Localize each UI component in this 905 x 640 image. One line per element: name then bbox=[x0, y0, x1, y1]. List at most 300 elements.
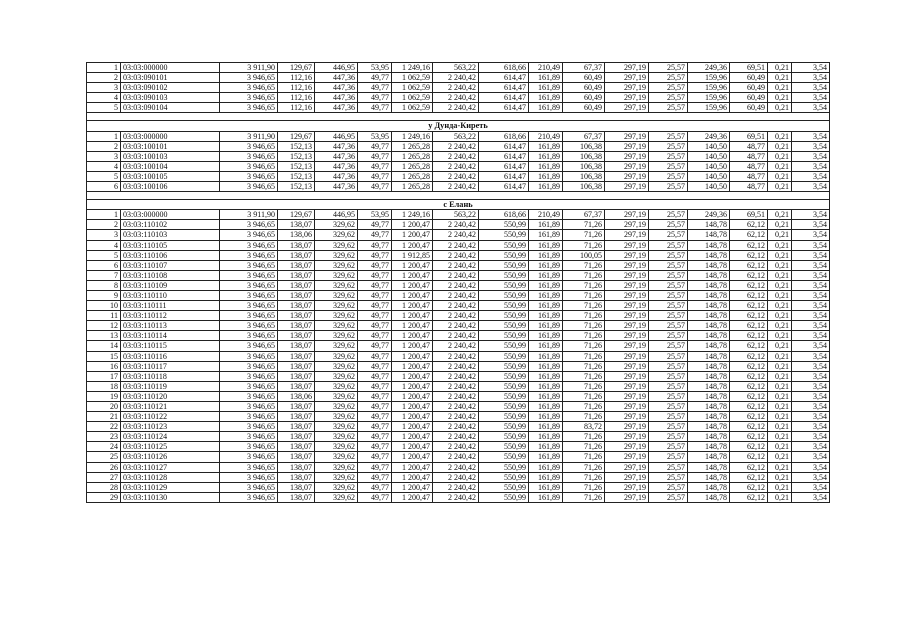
value-cell: 3,54 bbox=[792, 280, 830, 290]
value-cell: 550,99 bbox=[479, 331, 529, 341]
table-row bbox=[87, 402, 830, 412]
value-cell: 550,99 bbox=[479, 260, 529, 270]
value-cell: 71,26 bbox=[563, 321, 605, 331]
value-cell: 49,77 bbox=[358, 361, 392, 371]
value-cell: 138,07 bbox=[278, 371, 315, 381]
code-cell: 03:03:110126 bbox=[121, 452, 220, 462]
row-number-cell: 18 bbox=[87, 381, 121, 391]
row-number-cell: 13 bbox=[87, 331, 121, 341]
value-cell: 71,26 bbox=[563, 371, 605, 381]
value-cell: 2 240,42 bbox=[433, 371, 479, 381]
row-number-cell: 2 bbox=[87, 73, 121, 83]
value-cell: 25,57 bbox=[649, 131, 688, 141]
value-cell: 550,99 bbox=[479, 250, 529, 260]
value-cell: 161,89 bbox=[529, 381, 563, 391]
value-cell: 550,99 bbox=[479, 290, 529, 300]
value-cell: 25,57 bbox=[649, 422, 688, 432]
table-row bbox=[87, 361, 830, 371]
value-cell: 3 946,65 bbox=[220, 422, 278, 432]
table-row bbox=[87, 351, 830, 361]
value-cell: 0,21 bbox=[768, 83, 792, 93]
value-cell: 447,36 bbox=[315, 103, 358, 113]
value-cell: 161,89 bbox=[529, 220, 563, 230]
value-cell: 161,89 bbox=[529, 240, 563, 250]
value-cell: 60,49 bbox=[563, 93, 605, 103]
row-number-cell: 10 bbox=[87, 301, 121, 311]
value-cell: 446,95 bbox=[315, 131, 358, 141]
value-cell: 3 946,65 bbox=[220, 311, 278, 321]
value-cell: 3 946,65 bbox=[220, 141, 278, 151]
spacer-cell bbox=[87, 113, 830, 121]
value-cell: 49,77 bbox=[358, 432, 392, 442]
value-cell: 62,12 bbox=[730, 462, 768, 472]
value-cell: 3 911,90 bbox=[220, 63, 278, 73]
value-cell: 148,78 bbox=[688, 482, 730, 492]
value-cell: 138,07 bbox=[278, 422, 315, 432]
value-cell: 62,12 bbox=[730, 482, 768, 492]
value-cell: 329,62 bbox=[315, 321, 358, 331]
value-cell: 0,21 bbox=[768, 412, 792, 422]
value-cell: 297,19 bbox=[605, 230, 649, 240]
value-cell: 329,62 bbox=[315, 331, 358, 341]
value-cell: 138,07 bbox=[278, 331, 315, 341]
value-cell: 550,99 bbox=[479, 240, 529, 250]
value-cell: 49,77 bbox=[358, 371, 392, 381]
value-cell: 161,89 bbox=[529, 83, 563, 93]
value-cell: 112,16 bbox=[278, 73, 315, 83]
value-cell: 62,12 bbox=[730, 290, 768, 300]
value-cell: 0,21 bbox=[768, 182, 792, 192]
value-cell: 2 240,42 bbox=[433, 492, 479, 502]
table-row bbox=[87, 93, 830, 103]
value-cell: 3,54 bbox=[792, 311, 830, 321]
value-cell: 161,89 bbox=[529, 93, 563, 103]
value-cell: 138,07 bbox=[278, 321, 315, 331]
value-cell: 297,19 bbox=[605, 391, 649, 401]
value-cell: 2 240,42 bbox=[433, 341, 479, 351]
value-cell: 48,77 bbox=[730, 151, 768, 161]
value-cell: 60,49 bbox=[730, 83, 768, 93]
value-cell: 2 240,42 bbox=[433, 103, 479, 113]
value-cell: 161,89 bbox=[529, 371, 563, 381]
value-cell: 138,07 bbox=[278, 361, 315, 371]
value-cell: 3,54 bbox=[792, 391, 830, 401]
table-row bbox=[87, 250, 830, 260]
value-cell: 563,22 bbox=[433, 210, 479, 220]
table-row bbox=[87, 462, 830, 472]
value-cell: 62,12 bbox=[730, 220, 768, 230]
code-cell: 03:03:000000 bbox=[121, 63, 220, 73]
value-cell: 297,19 bbox=[605, 331, 649, 341]
value-cell: 3,54 bbox=[792, 472, 830, 482]
value-cell: 0,21 bbox=[768, 290, 792, 300]
value-cell: 49,77 bbox=[358, 250, 392, 260]
value-cell: 148,78 bbox=[688, 422, 730, 432]
row-number-cell: 4 bbox=[87, 93, 121, 103]
value-cell: 25,57 bbox=[649, 402, 688, 412]
section-title: с Елань bbox=[87, 200, 830, 210]
value-cell: 2 240,42 bbox=[433, 351, 479, 361]
value-cell: 297,19 bbox=[605, 311, 649, 321]
value-cell: 297,19 bbox=[605, 371, 649, 381]
value-cell: 148,78 bbox=[688, 280, 730, 290]
value-cell: 3 946,65 bbox=[220, 482, 278, 492]
value-cell: 3 946,65 bbox=[220, 381, 278, 391]
value-cell: 62,12 bbox=[730, 280, 768, 290]
value-cell: 2 240,42 bbox=[433, 260, 479, 270]
value-cell: 0,21 bbox=[768, 280, 792, 290]
section-spacer-row bbox=[87, 113, 830, 121]
value-cell: 3 946,65 bbox=[220, 240, 278, 250]
code-cell: 03:03:110123 bbox=[121, 422, 220, 432]
value-cell: 161,89 bbox=[529, 250, 563, 260]
value-cell: 2 240,42 bbox=[433, 472, 479, 482]
value-cell: 2 240,42 bbox=[433, 151, 479, 161]
value-cell: 1 062,59 bbox=[392, 73, 433, 83]
value-cell: 161,89 bbox=[529, 351, 563, 361]
table-row bbox=[87, 280, 830, 290]
table-row bbox=[87, 220, 830, 230]
value-cell: 140,50 bbox=[688, 182, 730, 192]
value-cell: 329,62 bbox=[315, 270, 358, 280]
code-cell: 03:03:110120 bbox=[121, 391, 220, 401]
value-cell: 0,21 bbox=[768, 462, 792, 472]
code-cell: 03:03:110111 bbox=[121, 301, 220, 311]
table-body bbox=[87, 63, 830, 503]
row-number-cell: 2 bbox=[87, 141, 121, 151]
value-cell: 550,99 bbox=[479, 351, 529, 361]
row-number-cell: 16 bbox=[87, 361, 121, 371]
value-cell: 297,19 bbox=[605, 103, 649, 113]
value-cell: 2 240,42 bbox=[433, 482, 479, 492]
value-cell: 0,21 bbox=[768, 220, 792, 230]
value-cell: 3,54 bbox=[792, 442, 830, 452]
value-cell: 49,77 bbox=[358, 462, 392, 472]
table-row bbox=[87, 321, 830, 331]
value-cell: 3,54 bbox=[792, 301, 830, 311]
value-cell: 148,78 bbox=[688, 290, 730, 300]
value-cell: 0,21 bbox=[768, 311, 792, 321]
value-cell: 1 200,47 bbox=[392, 240, 433, 250]
value-cell: 159,96 bbox=[688, 73, 730, 83]
value-cell: 3 946,65 bbox=[220, 250, 278, 260]
value-cell: 297,19 bbox=[605, 321, 649, 331]
row-number-cell: 20 bbox=[87, 402, 121, 412]
value-cell: 25,57 bbox=[649, 103, 688, 113]
row-number-cell: 25 bbox=[87, 452, 121, 462]
table-row bbox=[87, 301, 830, 311]
value-cell: 0,21 bbox=[768, 141, 792, 151]
row-number-cell: 1 bbox=[87, 131, 121, 141]
value-cell: 297,19 bbox=[605, 442, 649, 452]
value-cell: 25,57 bbox=[649, 462, 688, 472]
value-cell: 550,99 bbox=[479, 280, 529, 290]
value-cell: 2 240,42 bbox=[433, 311, 479, 321]
value-cell: 138,07 bbox=[278, 301, 315, 311]
value-cell: 138,07 bbox=[278, 311, 315, 321]
value-cell: 161,89 bbox=[529, 412, 563, 422]
row-number-cell: 17 bbox=[87, 371, 121, 381]
value-cell: 53,95 bbox=[358, 131, 392, 141]
value-cell: 161,89 bbox=[529, 151, 563, 161]
value-cell: 49,77 bbox=[358, 182, 392, 192]
table-row bbox=[87, 472, 830, 482]
value-cell: 2 240,42 bbox=[433, 422, 479, 432]
value-cell: 3,54 bbox=[792, 230, 830, 240]
value-cell: 210,49 bbox=[529, 63, 563, 73]
value-cell: 49,77 bbox=[358, 141, 392, 151]
code-cell: 03:03:090103 bbox=[121, 93, 220, 103]
value-cell: 329,62 bbox=[315, 220, 358, 230]
value-cell: 297,19 bbox=[605, 472, 649, 482]
code-cell: 03:03:110124 bbox=[121, 432, 220, 442]
value-cell: 49,77 bbox=[358, 103, 392, 113]
value-cell: 106,38 bbox=[563, 182, 605, 192]
value-cell: 329,62 bbox=[315, 311, 358, 321]
table-row bbox=[87, 240, 830, 250]
value-cell: 25,57 bbox=[649, 220, 688, 230]
value-cell: 138,07 bbox=[278, 250, 315, 260]
row-number-cell: 3 bbox=[87, 230, 121, 240]
table-row bbox=[87, 103, 830, 113]
value-cell: 1 200,47 bbox=[392, 230, 433, 240]
value-cell: 49,77 bbox=[358, 161, 392, 171]
value-cell: 3,54 bbox=[792, 260, 830, 270]
value-cell: 25,57 bbox=[649, 240, 688, 250]
value-cell: 49,77 bbox=[358, 230, 392, 240]
value-cell: 69,51 bbox=[730, 210, 768, 220]
value-cell: 3,54 bbox=[792, 182, 830, 192]
value-cell: 1 200,47 bbox=[392, 412, 433, 422]
value-cell: 3 946,65 bbox=[220, 171, 278, 181]
value-cell: 62,12 bbox=[730, 422, 768, 432]
value-cell: 148,78 bbox=[688, 381, 730, 391]
value-cell: 2 240,42 bbox=[433, 452, 479, 462]
value-cell: 1 200,47 bbox=[392, 321, 433, 331]
value-cell: 148,78 bbox=[688, 361, 730, 371]
value-cell: 3 946,65 bbox=[220, 371, 278, 381]
value-cell: 329,62 bbox=[315, 341, 358, 351]
value-cell: 0,21 bbox=[768, 442, 792, 452]
value-cell: 2 240,42 bbox=[433, 391, 479, 401]
value-cell: 148,78 bbox=[688, 341, 730, 351]
value-cell: 161,89 bbox=[529, 280, 563, 290]
value-cell: 60,49 bbox=[563, 83, 605, 93]
value-cell: 71,26 bbox=[563, 331, 605, 341]
value-cell: 297,19 bbox=[605, 351, 649, 361]
value-cell: 1 200,47 bbox=[392, 381, 433, 391]
value-cell: 25,57 bbox=[649, 371, 688, 381]
row-number-cell: 5 bbox=[87, 103, 121, 113]
value-cell: 3,54 bbox=[792, 341, 830, 351]
table-row bbox=[87, 270, 830, 280]
value-cell: 25,57 bbox=[649, 391, 688, 401]
value-cell: 71,26 bbox=[563, 240, 605, 250]
section-spacer-row bbox=[87, 192, 830, 200]
value-cell: 3,54 bbox=[792, 240, 830, 250]
value-cell: 446,95 bbox=[315, 210, 358, 220]
value-cell: 1 200,47 bbox=[392, 391, 433, 401]
value-cell: 3,54 bbox=[792, 161, 830, 171]
row-number-cell: 2 bbox=[87, 220, 121, 230]
code-cell: 03:03:110115 bbox=[121, 341, 220, 351]
code-cell: 03:03:110110 bbox=[121, 290, 220, 300]
value-cell: 329,62 bbox=[315, 371, 358, 381]
table-row bbox=[87, 171, 830, 181]
value-cell: 0,21 bbox=[768, 361, 792, 371]
value-cell: 3 946,65 bbox=[220, 341, 278, 351]
value-cell: 161,89 bbox=[529, 161, 563, 171]
value-cell: 62,12 bbox=[730, 412, 768, 422]
value-cell: 550,99 bbox=[479, 270, 529, 280]
value-cell: 71,26 bbox=[563, 442, 605, 452]
row-number-cell: 6 bbox=[87, 182, 121, 192]
value-cell: 25,57 bbox=[649, 351, 688, 361]
value-cell: 71,26 bbox=[563, 220, 605, 230]
value-cell: 2 240,42 bbox=[433, 331, 479, 341]
table-row bbox=[87, 182, 830, 192]
value-cell: 0,21 bbox=[768, 321, 792, 331]
table-row bbox=[87, 412, 830, 422]
value-cell: 1 200,47 bbox=[392, 280, 433, 290]
value-cell: 148,78 bbox=[688, 311, 730, 321]
value-cell: 49,77 bbox=[358, 402, 392, 412]
row-number-cell: 3 bbox=[87, 83, 121, 93]
value-cell: 25,57 bbox=[649, 93, 688, 103]
value-cell: 1 200,47 bbox=[392, 351, 433, 361]
value-cell: 148,78 bbox=[688, 442, 730, 452]
value-cell: 0,21 bbox=[768, 341, 792, 351]
value-cell: 138,07 bbox=[278, 402, 315, 412]
value-cell: 1 265,28 bbox=[392, 151, 433, 161]
value-cell: 48,77 bbox=[730, 171, 768, 181]
value-cell: 62,12 bbox=[730, 402, 768, 412]
value-cell: 297,19 bbox=[605, 93, 649, 103]
value-cell: 447,36 bbox=[315, 93, 358, 103]
value-cell: 2 240,42 bbox=[433, 171, 479, 181]
value-cell: 329,62 bbox=[315, 492, 358, 502]
value-cell: 329,62 bbox=[315, 402, 358, 412]
code-cell: 03:03:110125 bbox=[121, 442, 220, 452]
table-row bbox=[87, 452, 830, 462]
code-cell: 03:03:110118 bbox=[121, 371, 220, 381]
value-cell: 60,49 bbox=[563, 73, 605, 83]
value-cell: 0,21 bbox=[768, 492, 792, 502]
value-cell: 62,12 bbox=[730, 260, 768, 270]
value-cell: 0,21 bbox=[768, 391, 792, 401]
value-cell: 49,77 bbox=[358, 381, 392, 391]
value-cell: 25,57 bbox=[649, 161, 688, 171]
value-cell: 550,99 bbox=[479, 381, 529, 391]
value-cell: 161,89 bbox=[529, 171, 563, 181]
value-cell: 297,19 bbox=[605, 280, 649, 290]
row-number-cell: 26 bbox=[87, 462, 121, 472]
value-cell: 297,19 bbox=[605, 151, 649, 161]
value-cell: 1 265,28 bbox=[392, 182, 433, 192]
value-cell: 297,19 bbox=[605, 482, 649, 492]
value-cell: 614,47 bbox=[479, 93, 529, 103]
value-cell: 106,38 bbox=[563, 171, 605, 181]
value-cell: 1 200,47 bbox=[392, 311, 433, 321]
value-cell: 329,62 bbox=[315, 280, 358, 290]
value-cell: 447,36 bbox=[315, 161, 358, 171]
value-cell: 297,19 bbox=[605, 341, 649, 351]
value-cell: 25,57 bbox=[649, 141, 688, 151]
value-cell: 297,19 bbox=[605, 422, 649, 432]
section-title: у Дунда-Киреть bbox=[87, 121, 830, 131]
value-cell: 3,54 bbox=[792, 73, 830, 83]
row-number-cell: 12 bbox=[87, 321, 121, 331]
value-cell: 447,36 bbox=[315, 182, 358, 192]
value-cell: 3 946,65 bbox=[220, 391, 278, 401]
value-cell: 1 249,16 bbox=[392, 131, 433, 141]
value-cell: 1 200,47 bbox=[392, 482, 433, 492]
value-cell: 0,21 bbox=[768, 432, 792, 442]
code-cell: 03:03:110106 bbox=[121, 250, 220, 260]
value-cell: 49,77 bbox=[358, 83, 392, 93]
code-cell: 03:03:110107 bbox=[121, 260, 220, 270]
value-cell: 2 240,42 bbox=[433, 161, 479, 171]
row-number-cell: 11 bbox=[87, 311, 121, 321]
value-cell: 0,21 bbox=[768, 63, 792, 73]
row-number-cell: 29 bbox=[87, 492, 121, 502]
code-cell: 03:03:110109 bbox=[121, 280, 220, 290]
value-cell: 48,77 bbox=[730, 141, 768, 151]
value-cell: 2 240,42 bbox=[433, 220, 479, 230]
value-cell: 1 062,59 bbox=[392, 83, 433, 93]
value-cell: 0,21 bbox=[768, 351, 792, 361]
value-cell: 1 200,47 bbox=[392, 290, 433, 300]
value-cell: 62,12 bbox=[730, 492, 768, 502]
value-cell: 3,54 bbox=[792, 290, 830, 300]
value-cell: 2 240,42 bbox=[433, 270, 479, 280]
value-cell: 0,21 bbox=[768, 131, 792, 141]
value-cell: 2 240,42 bbox=[433, 240, 479, 250]
value-cell: 1 200,47 bbox=[392, 220, 433, 230]
value-cell: 71,26 bbox=[563, 492, 605, 502]
value-cell: 161,89 bbox=[529, 492, 563, 502]
code-cell: 03:03:110117 bbox=[121, 361, 220, 371]
value-cell: 138,07 bbox=[278, 432, 315, 442]
value-cell: 3,54 bbox=[792, 131, 830, 141]
value-cell: 161,89 bbox=[529, 73, 563, 83]
value-cell: 71,26 bbox=[563, 402, 605, 412]
value-cell: 69,51 bbox=[730, 63, 768, 73]
value-cell: 0,21 bbox=[768, 210, 792, 220]
value-cell: 297,19 bbox=[605, 73, 649, 83]
code-cell: 03:03:110103 bbox=[121, 230, 220, 240]
value-cell: 71,26 bbox=[563, 280, 605, 290]
value-cell: 3 946,65 bbox=[220, 290, 278, 300]
value-cell: 148,78 bbox=[688, 492, 730, 502]
value-cell: 1 249,16 bbox=[392, 210, 433, 220]
value-cell: 2 240,42 bbox=[433, 141, 479, 151]
value-cell: 49,77 bbox=[358, 220, 392, 230]
value-cell: 447,36 bbox=[315, 73, 358, 83]
value-cell: 25,57 bbox=[649, 260, 688, 270]
value-cell: 614,47 bbox=[479, 161, 529, 171]
value-cell: 138,07 bbox=[278, 280, 315, 290]
value-cell: 62,12 bbox=[730, 270, 768, 280]
value-cell: 129,67 bbox=[278, 131, 315, 141]
value-cell: 25,57 bbox=[649, 73, 688, 83]
row-number-cell: 21 bbox=[87, 412, 121, 422]
value-cell: 25,57 bbox=[649, 412, 688, 422]
value-cell: 152,13 bbox=[278, 141, 315, 151]
table-row bbox=[87, 492, 830, 502]
value-cell: 550,99 bbox=[479, 492, 529, 502]
code-cell: 03:03:000000 bbox=[121, 210, 220, 220]
